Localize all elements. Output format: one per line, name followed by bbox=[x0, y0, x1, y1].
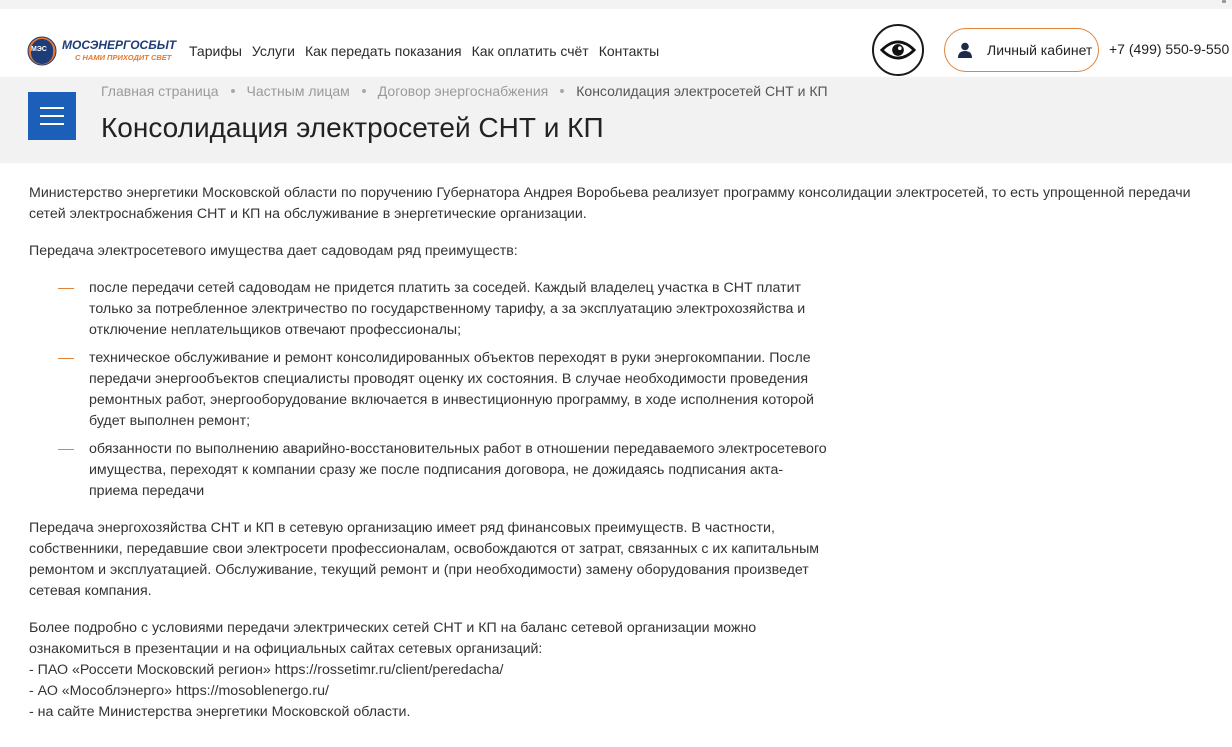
nav-item-submit-readings[interactable]: Как передать показания bbox=[304, 43, 462, 59]
rosseti-link[interactable]: https://rossetimr.ru/client/peredacha/ bbox=[274, 662, 504, 678]
list-dash bbox=[58, 449, 74, 450]
ministry-text: - на bbox=[29, 704, 58, 720]
list-item-text: техническое обслуживание и ремонт консолидированных объектов переходят в руки энергокомпании. После передачи энергообъектов специалисты проводят оценку их состояния. В случае необходимости проведения ремонтных работ, энергооборудование включается в инвестиционную программу, в ходе исполнения которой будет выполнен ремонт; bbox=[89, 350, 814, 429]
main-nav bbox=[189, 42, 669, 60]
org-line-rosseti bbox=[29, 660, 829, 681]
org-name: - ПАО «Россети Московский регион» bbox=[29, 662, 275, 678]
accessibility-button[interactable] bbox=[872, 24, 924, 76]
breadcrumb-separator bbox=[362, 89, 366, 93]
eye-icon bbox=[880, 39, 916, 61]
logo-slogan: С НАМИ ПРИХОДИТ СВЕТ bbox=[75, 53, 172, 62]
breadcrumb-current: Консолидация электросетей СНТ и КП bbox=[576, 83, 828, 99]
org-line-mosoblenergo bbox=[29, 681, 829, 702]
intro-paragraph: Министерство энергетики Московской области по поручению Губернатора Андрея Воробьева реализует программу консолидации электросетей, то есть упрощенной передачи сетей электроснабжения СНТ и КП на обслуживание в энергетические организации. bbox=[29, 185, 1191, 222]
breadcrumb-separator bbox=[231, 89, 235, 93]
phone-link[interactable]: +7 (499) 550-9-550 bbox=[1109, 41, 1230, 57]
more-info-block bbox=[29, 618, 829, 723]
top-strip bbox=[0, 0, 1232, 9]
more-info-line: Более подробно с условиями передачи электрических сетей СНТ и КП на баланс сетевой организации можно bbox=[29, 620, 757, 636]
nav-item-pay-bill[interactable]: Как оплатить счёт bbox=[471, 43, 589, 59]
more-info-text: ознакомиться bbox=[29, 641, 124, 657]
nav-item-tariffs[interactable]: Тарифы bbox=[189, 43, 242, 59]
presentation-link[interactable]: в презентации bbox=[123, 641, 219, 657]
breadcrumb bbox=[101, 82, 828, 100]
list-item bbox=[29, 439, 829, 502]
top-strip-marker bbox=[1222, 0, 1226, 3]
personal-cabinet-button[interactable] bbox=[944, 28, 1099, 72]
logo-name: МОСЭНЕРГОСБЫТ bbox=[62, 38, 177, 52]
menu-button[interactable] bbox=[28, 92, 76, 140]
logo[interactable] bbox=[27, 36, 183, 66]
user-icon bbox=[957, 42, 973, 58]
benefits-list bbox=[29, 278, 829, 502]
menu-icon-bar-top bbox=[40, 107, 64, 109]
list-dash bbox=[58, 288, 74, 289]
list-item-text: после передачи сетей садоводам не придется платить за соседей. Каждый владелец участка в СНТ платит только за потребленное электричество по государственному тарифу, а за эксплуатацию электрохозяйства и отключение неплательщиков отвечают профессионалы; bbox=[89, 280, 806, 338]
logo-mark-text: МЭС bbox=[31, 46, 47, 53]
personal-cabinet-label: Личный кабинет bbox=[987, 42, 1093, 58]
ministry-text: . bbox=[406, 704, 411, 720]
breadcrumb-separator bbox=[560, 89, 564, 93]
org-name: - АО «Мособлэнерго» bbox=[29, 683, 176, 699]
list-dash bbox=[58, 358, 74, 359]
page-title: Консолидация электросетей СНТ и КП bbox=[101, 112, 604, 143]
article-content bbox=[29, 183, 1204, 723]
nav-item-services[interactable]: Услуги bbox=[251, 43, 295, 59]
menu-icon-bar-middle bbox=[40, 115, 64, 117]
menu-icon-bar-bottom bbox=[40, 123, 64, 125]
list-item-text: обязанности по выполнению аварийно-восстановительных работ в отношении передаваемого электросетевого имущества, переходят к компании сразу же после подписания договора, не дожидаясь подписания акта-приема передачи bbox=[89, 441, 827, 499]
ministry-line bbox=[29, 702, 829, 723]
more-info-text: и на официальных сайтах сетевых организаций: bbox=[218, 641, 543, 657]
ministry-link[interactable]: сайте Министерства энергетики Московской области bbox=[57, 704, 407, 720]
breadcrumb-private-persons[interactable]: Частным лицам bbox=[246, 83, 350, 99]
mosoblenergo-link[interactable]: https://mosoblenergo.ru/ bbox=[175, 683, 329, 699]
more-info-line bbox=[29, 639, 829, 660]
benefits-lead: Передача электросетевого имущества дает садоводам ряд преимуществ: bbox=[29, 243, 518, 259]
site-header bbox=[0, 9, 1232, 77]
finance-paragraph: Передача энергохозяйства СНТ и КП в сетевую организацию имеет ряд финансовых преимуществ. В частности, собственники, передавшие свои электросети профессионалам, освобождаются от затрат, связанных с их капитальным ремонтом и эксплуатацией. Обслуживание, текущий ремонт и (при необходимости) замену оборудования произведет сетевая компания. bbox=[29, 520, 820, 599]
breadcrumb-supply-contract[interactable]: Договор энергоснабжения bbox=[377, 83, 549, 99]
breadcrumb-home[interactable]: Главная страница bbox=[101, 83, 219, 99]
list-item bbox=[29, 278, 829, 341]
nav-item-contacts[interactable]: Контакты bbox=[598, 43, 660, 59]
list-item bbox=[29, 348, 829, 432]
